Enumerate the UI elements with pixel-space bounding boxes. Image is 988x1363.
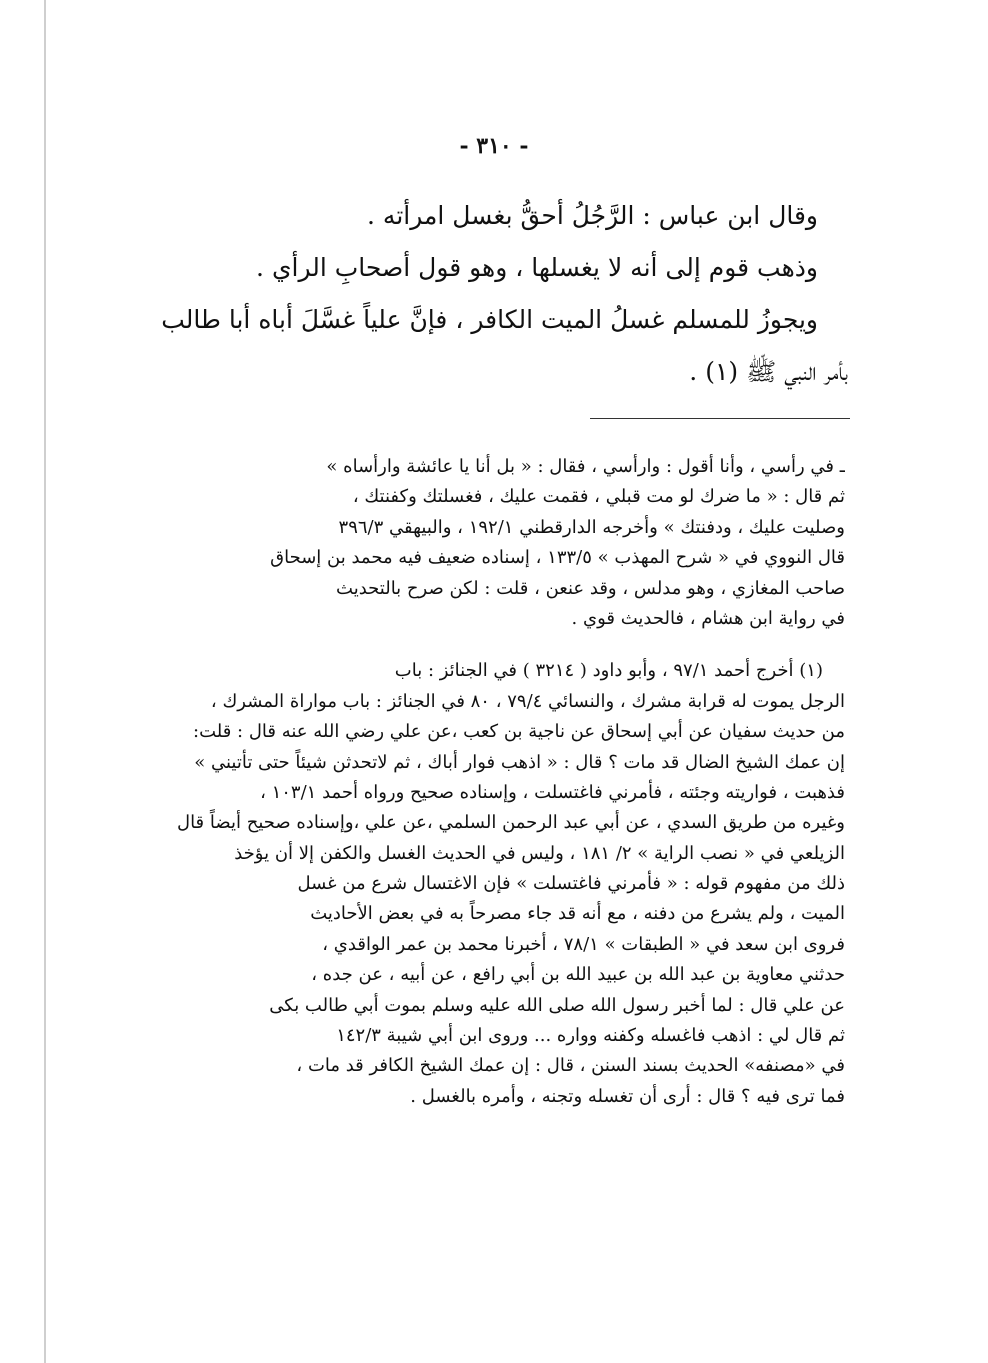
footnote-line: في «مصنفه» الحديث بسند السنن ، قال : إن عمك الشيخ الكافر قد مات ، bbox=[296, 1055, 845, 1077]
footnote-continuation bbox=[105, 452, 845, 634]
main-line: ويجوزُ للمسلم غسلُ الميت الكافر ، فإنَّ علياً غسَّلَ أباه أبا طالب bbox=[161, 305, 818, 334]
page-edge-line bbox=[44, 0, 46, 1363]
footnote-gap bbox=[105, 634, 845, 656]
footnote-line: وغيره من طريق السدي ، عن أبي عبد الرحمن السلمي ،عن علي ،وإسناده صحيح أيضاً قال bbox=[176, 812, 845, 834]
footnote-line: صاحب المغازي ، وهو مدلس ، وقد عنعن ، قلت : لكن صرح بالتحديث bbox=[336, 577, 845, 599]
footnote-line: وصليت عليك ، ودفنتك » وأخرجه الدارقطني ١٩٢/١ ، والبيهقي ٣٩٦/٣ bbox=[338, 516, 845, 538]
footnote-line: من حديث سفيان عن أبي إسحاق عن ناجية بن كعب ،عن علي رضي الله عنه قال : قلت: bbox=[193, 721, 845, 743]
footnote-line: الزيلعي في « نصب الراية » ٢/ ١٨١ ، وليس في الحديث الغسل والكفن إلا أن يؤخذ bbox=[234, 842, 845, 864]
footnote-line: قال النووي في « شرح المهذب » ١٣٣/٥ ، إسناده ضعيف فيه محمد بن إسحاق bbox=[270, 547, 845, 569]
page-number: - ٣١٠ - bbox=[459, 133, 529, 159]
footnote-1 bbox=[105, 656, 845, 1112]
main-line: بأمر النبي ﷺ (١) . bbox=[689, 357, 848, 386]
footnote-line: حدثني معاوية بن عبد الله بن عبيد الله بن أبي رافع ، عن أبيه ، عن جده ، bbox=[311, 964, 845, 986]
main-line: وقال ابن عباس : الرَّجُلُ أحقُّ بغسل امرأته . bbox=[367, 201, 818, 230]
footnote-line: ثم قال : « ما ضرك لو مت قبلي ، فقمت عليك ، فغسلتك وكفنتك ، bbox=[352, 486, 845, 508]
footnote-line: (١) أخرج أحمد ٩٧/١ ، وأبو داود ( ٣٢١٤ ) في الجنائز : باب bbox=[394, 660, 823, 682]
footnote-separator bbox=[590, 418, 850, 419]
footnote-line: فروى ابن سعد في « الطبقات » ٧٨/١ ، أخبرنا محمد بن عمر الواقدي ، bbox=[322, 933, 845, 955]
footnote-line: فذهبت ، فواريته وجئته ، فأمرني فاغتسلت ، وإسناده صحيح ورواه أحمد ١٠٣/١ ، bbox=[260, 781, 845, 803]
main-text bbox=[120, 190, 848, 398]
footnote-line: إن عمك الشيخ الضال قد مات ؟ قال : « اذهب فوار أباك ، ثم لاتحدثن شيئاً حتى تأتيني » bbox=[194, 751, 845, 773]
footnotes bbox=[105, 452, 845, 1112]
footnote-line: في رواية ابن هشام ، فالحديث قوي . bbox=[571, 607, 845, 629]
footnote-line: ـ في رأسي ، وأنا أقول : وارأسي ، فقال : « بل أنا يا عائشة وارأساه » bbox=[326, 456, 845, 477]
main-line: وذهب قوم إلى أنه لا يغسلها ، وهو قول أصحابِ الرأي . bbox=[256, 253, 818, 282]
footnote-line: فما ترى فيه ؟ قال : أرى أن تغسله وتجنه ، وأمره بالغسل . bbox=[410, 1085, 845, 1107]
footnote-line: الرجل يموت له قرابة مشرك ، والنسائي ٧٩/٤ ، ٨٠ في الجنائز : باب مواراة المشرك ، bbox=[210, 690, 845, 712]
footnote-line: الميت ، ولم يشرع من دفنه ، مع أنه قد جاء مصرحاً به في بعض الأحاديث bbox=[310, 903, 845, 925]
footnote-line: عن علي قال : لما أخبر رسول الله صلى الله عليه وسلم بموت أبي طالب بكى bbox=[269, 994, 845, 1016]
footnote-line: ثم قال لي : اذهب فاغسله وكفنه وواره ... وروى ابن أبي شيبة ١٤٢/٣ bbox=[336, 1025, 845, 1047]
footnote-line: ذلك من مفهوم قوله : « فأمرني فاغتسلت » فإن الاغتسال شرع من غسل bbox=[297, 873, 845, 895]
